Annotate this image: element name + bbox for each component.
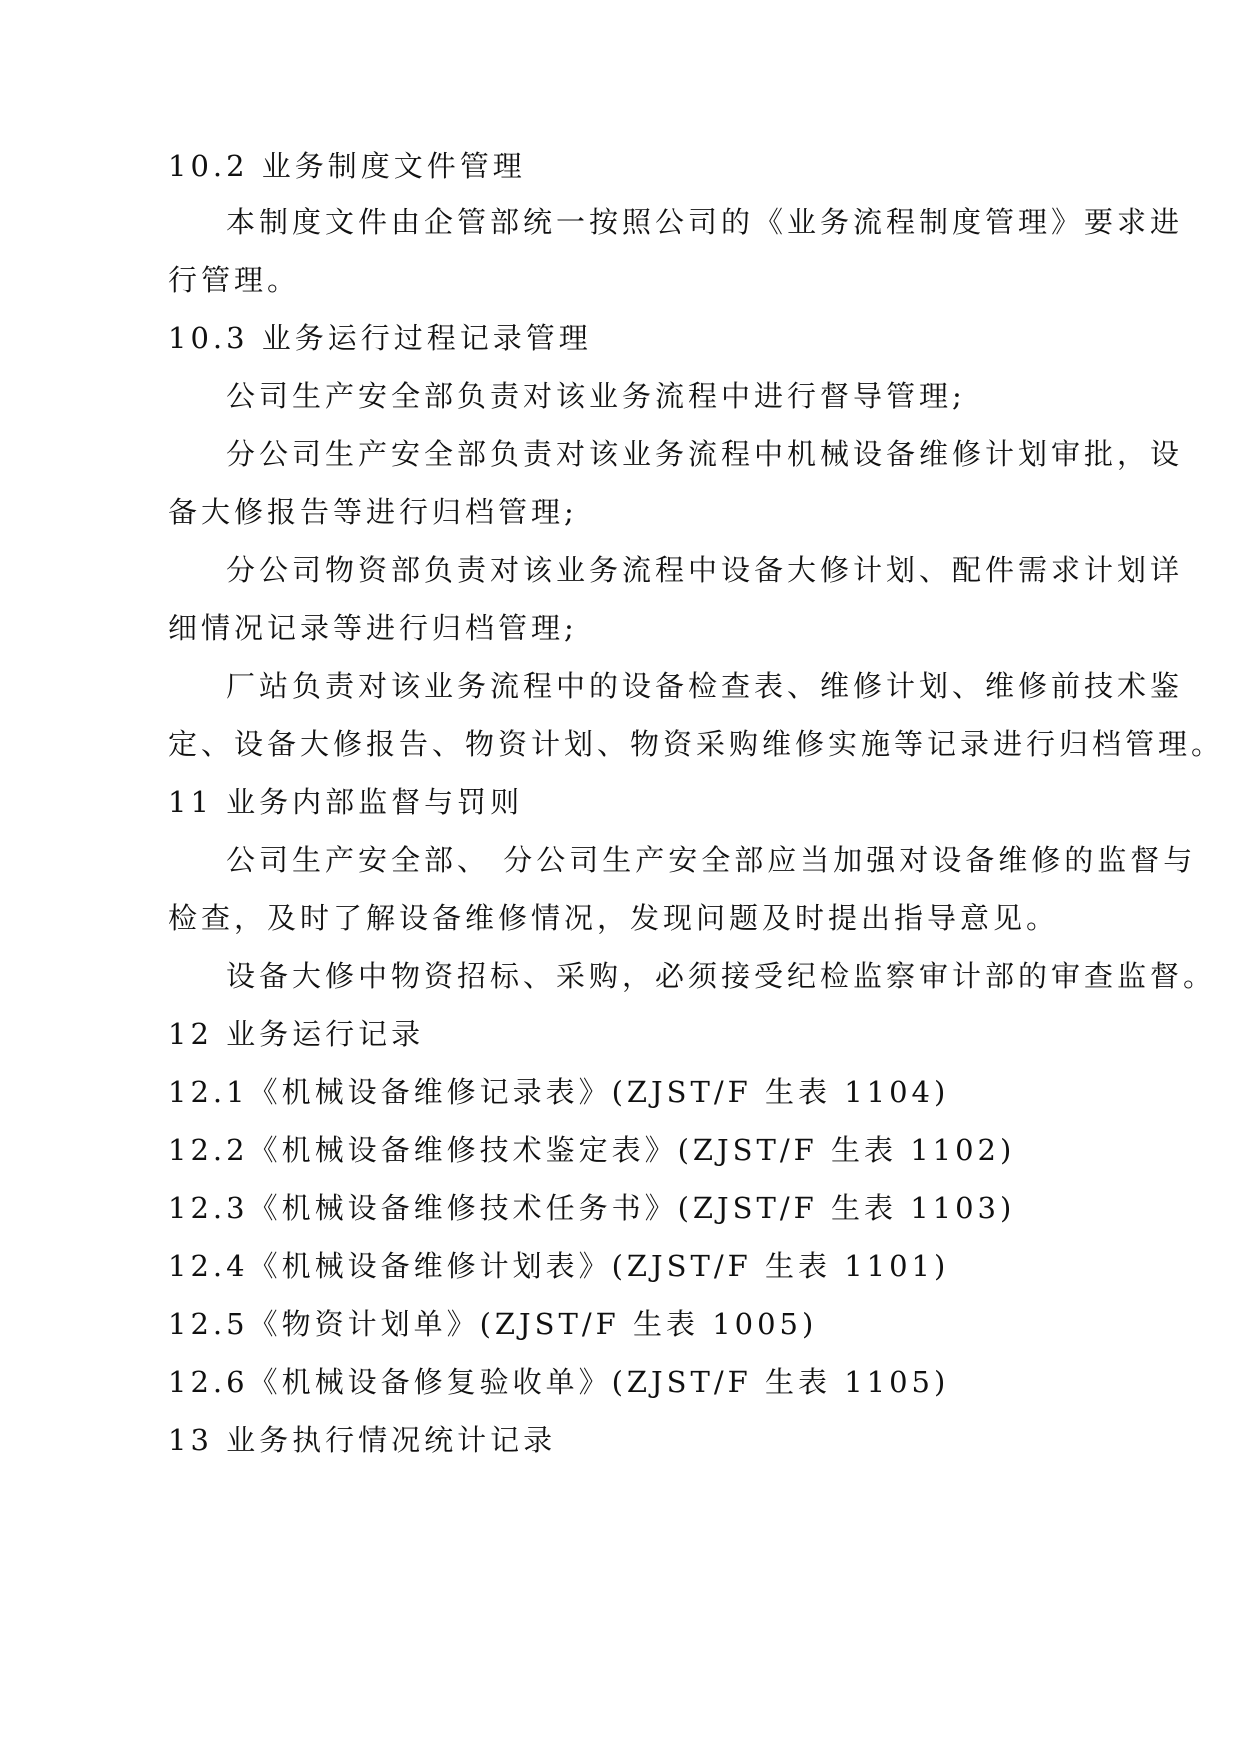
paragraph-line: 公司生产安全部负责对该业务流程中进行督导管理; (226, 379, 966, 413)
record-item: 12.6《机械设备修复验收单》(ZJST/F 生表 1105) (168, 1365, 950, 1399)
paragraph-line: 细情况记录等进行归档管理; (168, 611, 578, 645)
paragraph-line: 分公司生产安全部负责对该业务流程中机械设备维修计划审批，设 (226, 437, 1184, 471)
paragraph-line: 厂站负责对该业务流程中的设备检查表、维修计划、维修前技术鉴 (226, 669, 1184, 703)
record-item: 12.3《机械设备维修技术任务书》(ZJST/F 生表 1103) (168, 1191, 1016, 1225)
section-heading-12: 12 业务运行记录 (168, 1017, 425, 1051)
paragraph-line: 分公司物资部负责对该业务流程中设备大修计划、配件需求计划详 (226, 553, 1184, 587)
section-heading-11: 11 业务内部监督与罚则 (168, 785, 524, 819)
paragraph-line: 本制度文件由企管部统一按照公司的《业务流程制度管理》要求进 (226, 205, 1184, 239)
paragraph-line: 设备大修中物资招标、采购，必须接受纪检监察审计部的审查监督。 (226, 959, 1217, 993)
paragraph-line: 公司生产安全部、 分公司生产安全部应当加强对设备维修的监督与 (226, 843, 1197, 877)
section-heading-10-3: 10.3 业务运行过程记录管理 (168, 321, 592, 355)
record-item: 12.1《机械设备维修记录表》(ZJST/F 生表 1104) (168, 1075, 950, 1109)
paragraph-line: 定、设备大修报告、物资计划、物资采购维修实施等记录进行归档管理。 (168, 727, 1225, 761)
paragraph-line: 检查，及时了解设备维修情况，发现问题及时提出指导意见。 (168, 901, 1060, 935)
record-item: 12.5《物资计划单》(ZJST/F 生表 1005) (168, 1307, 818, 1341)
paragraph-line: 行管理。 (168, 263, 301, 297)
record-item: 12.4《机械设备维修计划表》(ZJST/F 生表 1101) (168, 1249, 950, 1283)
section-heading-13: 13 业务执行情况统计记录 (168, 1423, 557, 1457)
record-item: 12.2《机械设备维修技术鉴定表》(ZJST/F 生表 1102) (168, 1133, 1016, 1167)
paragraph-line: 备大修报告等进行归档管理; (168, 495, 578, 529)
section-heading-10-2: 10.2 业务制度文件管理 (168, 149, 526, 183)
